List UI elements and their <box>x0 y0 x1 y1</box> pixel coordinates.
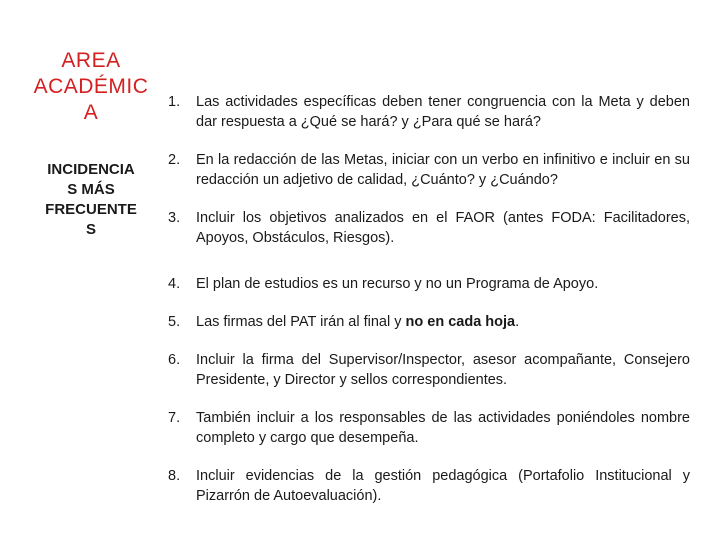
item-text-bold: no en cada hoja <box>405 314 516 330</box>
item-number: 4. <box>168 276 181 292</box>
list-item <box>168 92 690 132</box>
item-number: 6. <box>168 352 181 368</box>
item-number: 1. <box>168 94 181 110</box>
item-text-part: . <box>515 314 520 330</box>
list-item <box>168 150 690 190</box>
item-text: El plan de estudios es un recurso y no un Programa de Apoyo. <box>196 276 599 292</box>
item-text: Las actividades específicas deben tener congruencia con la Meta y deben dar respuesta a ¿Qué se hará? y ¿Para qué se hará? <box>196 94 690 130</box>
item-text: Incluir la firma del Supervisor/Inspector, asesor acompañante, Consejero Presidente, y Director y sellos correspondientes. <box>196 352 690 388</box>
incidence-line: INCIDENCIA <box>47 161 135 178</box>
area-title-line: ACADÉMIC <box>33 75 149 98</box>
item-text: Incluir evidencias de la gestión pedagógica (Portafolio Institucional y Pizarrón de Autoevaluación). <box>196 468 690 504</box>
list-item <box>168 312 690 332</box>
item-text: Incluir los objetivos analizados en el FAOR (antes FODA: Facilitadores, Apoyos, Obstáculos, Riesgos). <box>196 210 690 246</box>
item-number: 7. <box>168 410 181 426</box>
incidence-line: S MÁS <box>67 181 115 198</box>
list-item <box>168 466 690 506</box>
incidence-heading <box>20 160 162 240</box>
item-text-part: Las firmas del PAT irán al final y <box>196 314 406 330</box>
area-title <box>20 48 162 126</box>
item-text: En la redacción de las Metas, iniciar con un verbo en infinitivo e incluir en su redacción un adjetivo de calidad, ¿Cuánto? y ¿Cuándo? <box>196 152 690 188</box>
incidence-line: FRECUENTE <box>45 201 137 218</box>
list-item <box>168 208 690 248</box>
recommendations-list <box>168 92 690 506</box>
left-column <box>20 48 162 240</box>
item-text <box>196 312 690 332</box>
incidence-line: S <box>85 221 96 238</box>
item-number: 3. <box>168 210 181 226</box>
item-text: También incluir a los responsables de las actividades poniéndoles nombre completo y cargo que desempeña. <box>196 410 690 446</box>
list-item <box>168 350 690 390</box>
list-item <box>168 274 690 294</box>
item-number: 5. <box>168 314 181 330</box>
item-number: 8. <box>168 468 181 484</box>
area-title-line: AREA <box>61 49 121 72</box>
item-number: 2. <box>168 152 181 168</box>
list-item <box>168 408 690 448</box>
area-title-line: A <box>83 101 99 124</box>
